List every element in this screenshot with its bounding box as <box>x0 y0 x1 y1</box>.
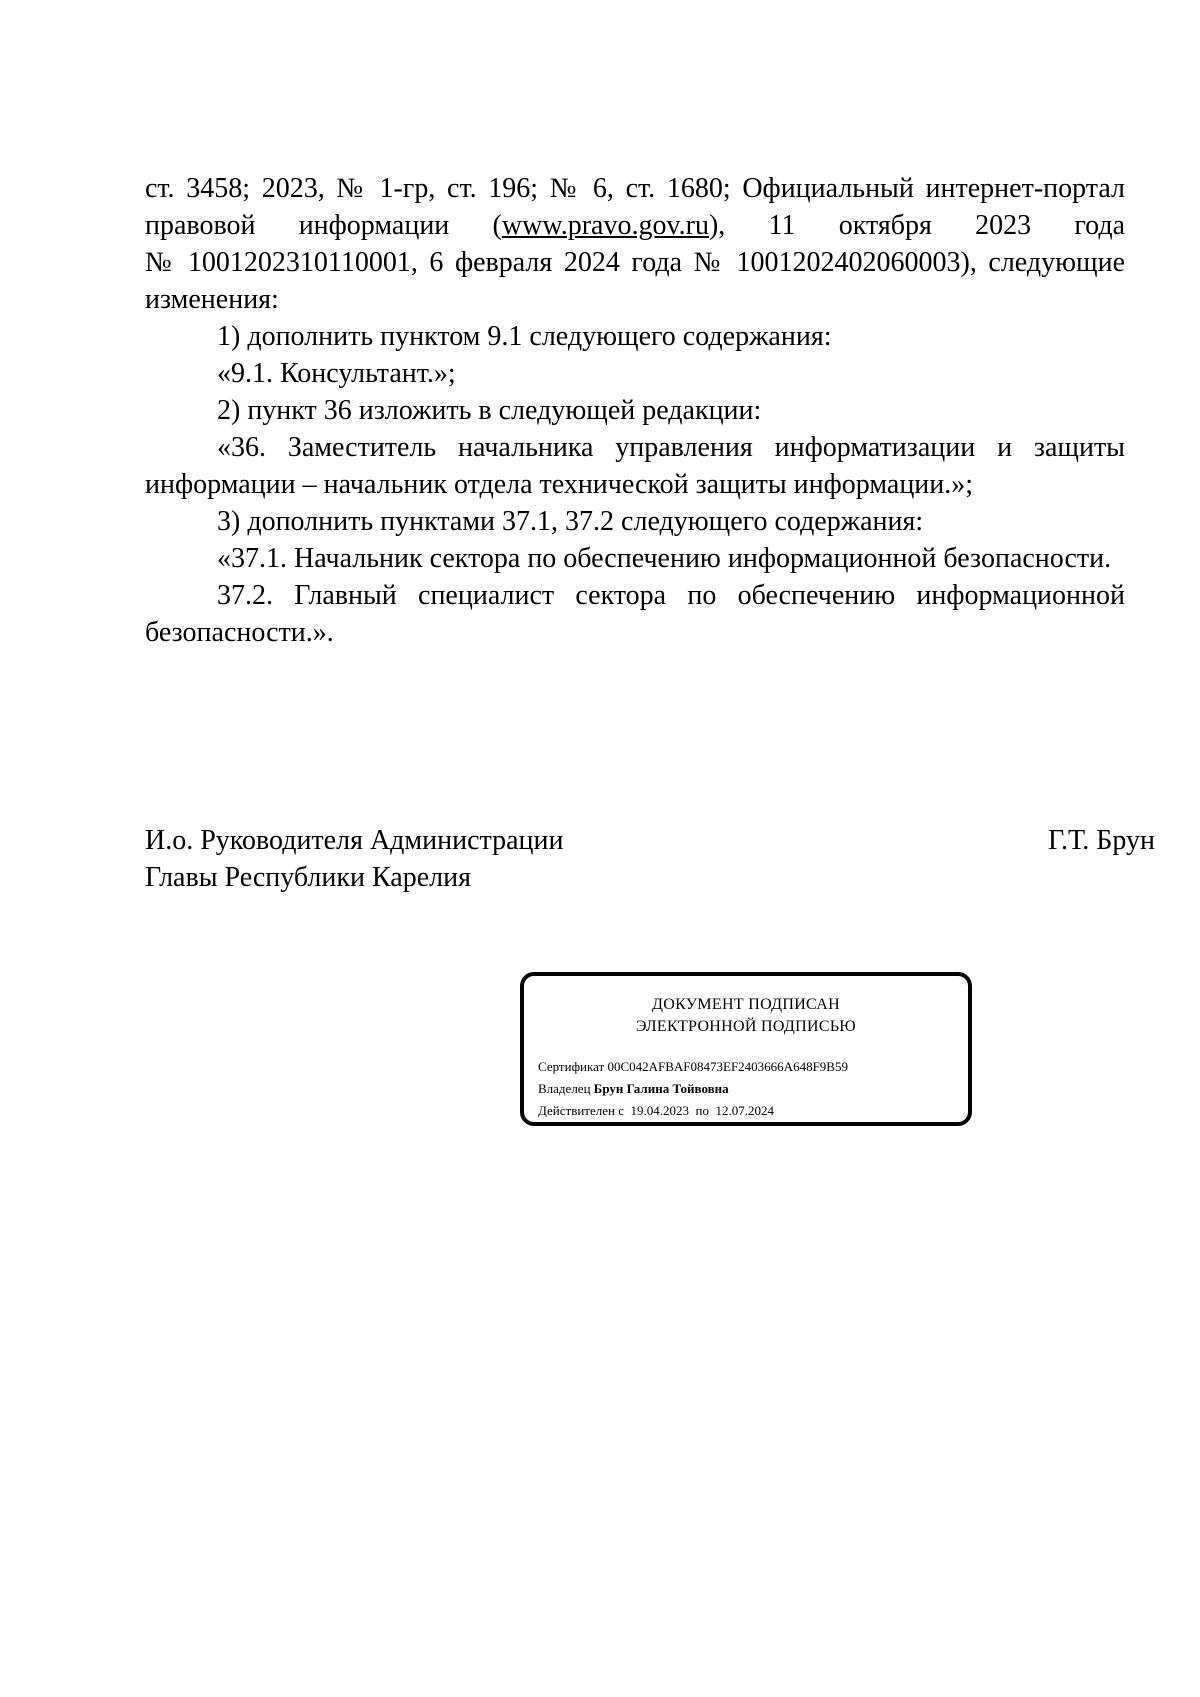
item-1: 1) дополнить пунктом 9.1 следующего содержания: <box>217 321 832 352</box>
item-3: 3) дополнить пунктами 37.1, 37.2 следующего содержания: <box>217 506 924 537</box>
stamp-details <box>538 1056 848 1122</box>
item-3-text-2: 37.2. Главный специалист сектора по обеспечению информационной безопасности.». <box>145 580 1125 648</box>
valid-to: 12.07.2024 <box>715 1103 774 1118</box>
owner-label: Владелец <box>538 1081 591 1096</box>
preamble-line-2-start: правовой информации ( <box>145 210 502 241</box>
owner-value: Брун Галина Тойвовна <box>593 1081 729 1096</box>
preamble-line-3: № 1001202310110001, 6 февраля 2024 года № 1001202402060003), следующие <box>145 247 1125 278</box>
signature-block <box>145 822 1155 896</box>
signatory-name: Г.Т. Брун <box>1047 825 1155 856</box>
item-2-text: «36. Заместитель начальника управления информатизации и защиты информации – начальник отдела технической защиты информации.»; <box>145 432 1125 500</box>
certificate-value: 00C042AFBAF08473EF2403666A648F9B59 <box>607 1059 848 1074</box>
preamble-line-4: изменения: <box>145 284 279 315</box>
preamble-line-2 <box>145 207 1125 244</box>
valid-to-label: по <box>695 1103 709 1118</box>
pravo-link[interactable]: www.pravo.gov.ru <box>501 210 709 241</box>
stamp-owner-row <box>538 1078 848 1100</box>
signatory-title-line-2: Главы Республики Карелия <box>145 862 471 893</box>
preamble-line-1: ст. 3458; 2023, № 1-гр, ст. 196; № 6, ст. 1680; Официальный интернет-портал <box>145 173 1125 204</box>
document-body <box>145 170 1125 651</box>
item-3-text-1: «37.1. Начальник сектора по обеспечению информационной безопасности. <box>217 543 1112 574</box>
stamp-validity-row <box>538 1100 848 1122</box>
stamp-heading-line-1: ДОКУМЕНТ ПОДПИСАН <box>652 996 840 1013</box>
electronic-signature-stamp <box>520 972 972 1126</box>
certificate-label: Сертификат <box>538 1059 605 1074</box>
valid-from: 19.04.2023 <box>630 1103 689 1118</box>
preamble-line-2-end: ), 11 октября 2023 года <box>708 210 1126 241</box>
item-1-text: «9.1. Консультант.»; <box>217 358 456 389</box>
paragraph-preamble <box>145 170 1125 318</box>
stamp-heading <box>524 994 968 1038</box>
item-2: 2) пункт 36 изложить в следующей редакции: <box>217 395 762 426</box>
valid-label: Действителен с <box>538 1103 624 1118</box>
stamp-certificate-row <box>538 1056 848 1078</box>
signatory-title-line-1: И.о. Руководителя Администрации <box>145 825 564 856</box>
stamp-heading-line-2: ЭЛЕКТРОННОЙ ПОДПИСЬЮ <box>635 1018 857 1035</box>
